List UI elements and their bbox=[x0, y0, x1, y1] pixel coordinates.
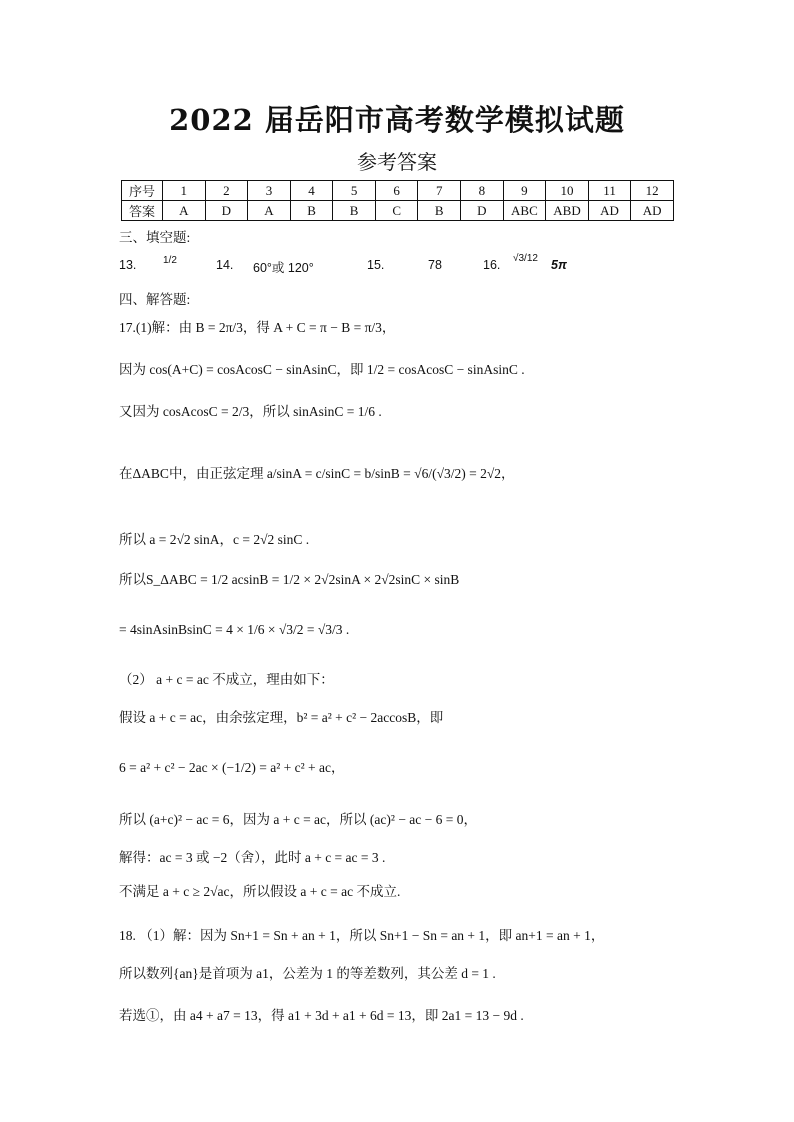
answer-15-number: 15. bbox=[367, 258, 385, 272]
q17-line6: 所以S_ΔABC = 1/2 acsinB = 1/2 × 2√2sinA × 2√2sinC × sinB bbox=[119, 572, 460, 587]
table-row-numbers bbox=[122, 181, 674, 201]
table-row-label: 答案 bbox=[122, 201, 163, 221]
table-row-answers bbox=[122, 201, 674, 221]
table-cell: D bbox=[461, 201, 504, 221]
q17-line13: 不满足 a + c ≥ 2√ac，所以假设 a + c = ac 不成立. bbox=[119, 884, 401, 899]
table-cell: 12 bbox=[631, 181, 674, 201]
answer-15-value: 78 bbox=[428, 258, 442, 272]
table-cell: B bbox=[418, 201, 461, 221]
table-cell: C bbox=[375, 201, 418, 221]
answer-table bbox=[121, 180, 674, 221]
q18-line2: 所以数列{an}是首项为 a1，公差为 1 的等差数列，其公差 d = 1 . bbox=[119, 966, 496, 981]
table-cell: 3 bbox=[248, 181, 291, 201]
table-cell: A bbox=[248, 201, 291, 221]
q18-line3: 若选①，由 a4 + a7 = 13，得 a1 + 3d + a1 + 6d = 13，即 2a1 = 13 − 9d . bbox=[119, 1008, 524, 1023]
table-cell: ABC bbox=[503, 201, 546, 221]
q17-line2: 因为 cos(A+C) = cosAcosC − sinAsinC，即 1/2 = cosAcosC − sinAsinC . bbox=[119, 362, 525, 377]
table-cell: D bbox=[205, 201, 248, 221]
table-cell: 2 bbox=[205, 181, 248, 201]
table-cell: 9 bbox=[503, 181, 546, 201]
answer-16-number: 16. bbox=[483, 258, 501, 272]
answer-13-number: 13. bbox=[119, 258, 137, 272]
q18-line1: 18. （1）解：因为 Sn+1 = Sn + an + 1，所以 Sn+1 − Sn = an + 1，即 an+1 = an + 1， bbox=[119, 928, 605, 943]
page-title: 2022 届岳阳市高考数学模拟试题 bbox=[169, 103, 625, 137]
table-cell: 7 bbox=[418, 181, 461, 201]
section3-heading: 三、填空题: bbox=[119, 230, 191, 245]
table-cell: 5 bbox=[333, 181, 376, 201]
q17-line8: （2） a + c = ac 不成立，理由如下： bbox=[119, 672, 334, 687]
answer-14-number: 14. bbox=[216, 258, 234, 272]
table-cell: 8 bbox=[461, 181, 504, 201]
page-subtitle: 参考答案 bbox=[357, 150, 437, 174]
table-cell: 6 bbox=[375, 181, 418, 201]
q17-line3: 又因为 cosAcosC = 2/3，所以 sinAsinC = 1/6 . bbox=[119, 404, 382, 419]
table-cell: ABD bbox=[546, 201, 589, 221]
section4-heading: 四、解答题: bbox=[119, 292, 191, 307]
answer-16-extra: 5π bbox=[551, 258, 567, 272]
table-cell: 10 bbox=[546, 181, 589, 201]
table-cell: A bbox=[163, 201, 206, 221]
table-cell: 11 bbox=[588, 181, 631, 201]
q17-line9: 假设 a + c = ac，由余弦定理，b² = a² + c² − 2accosB，即 bbox=[119, 710, 444, 725]
answer-13-fraction: 1/2 bbox=[163, 255, 177, 266]
q17-line10: 6 = a² + c² − 2ac × (−1/2) = a² + c² + ac， bbox=[119, 760, 345, 775]
table-cell: AD bbox=[631, 201, 674, 221]
q17-line7: = 4sinAsinBsinC = 4 × 1/6 × √3/2 = √3/3 . bbox=[119, 622, 350, 637]
answer-16-fraction: √3/12 bbox=[513, 253, 538, 264]
answer-14-value: 60°或 120° bbox=[253, 261, 314, 275]
table-cell: 4 bbox=[290, 181, 333, 201]
q17-line12: 解得：ac = 3 或 −2（舍），此时 a + c = ac = 3 . bbox=[119, 850, 386, 865]
table-cell: 1 bbox=[163, 181, 206, 201]
q17-line1: 17.(1)解：由 B = 2π/3，得 A + C = π − B = π/3， bbox=[119, 320, 396, 335]
q17-line5: 所以 a = 2√2 sinA，c = 2√2 sinC . bbox=[119, 532, 310, 547]
table-cell: B bbox=[333, 201, 376, 221]
table-cell: AD bbox=[588, 201, 631, 221]
q17-line4: 在ΔABC中，由正弦定理 a/sinA = c/sinC = b/sinB = √6/(√3/2) = 2√2， bbox=[119, 466, 515, 481]
table-row-label: 序号 bbox=[122, 181, 163, 201]
table-cell: B bbox=[290, 201, 333, 221]
q17-line11: 所以 (a+c)² − ac = 6，因为 a + c = ac，所以 (ac)² − ac − 6 = 0， bbox=[119, 812, 478, 827]
